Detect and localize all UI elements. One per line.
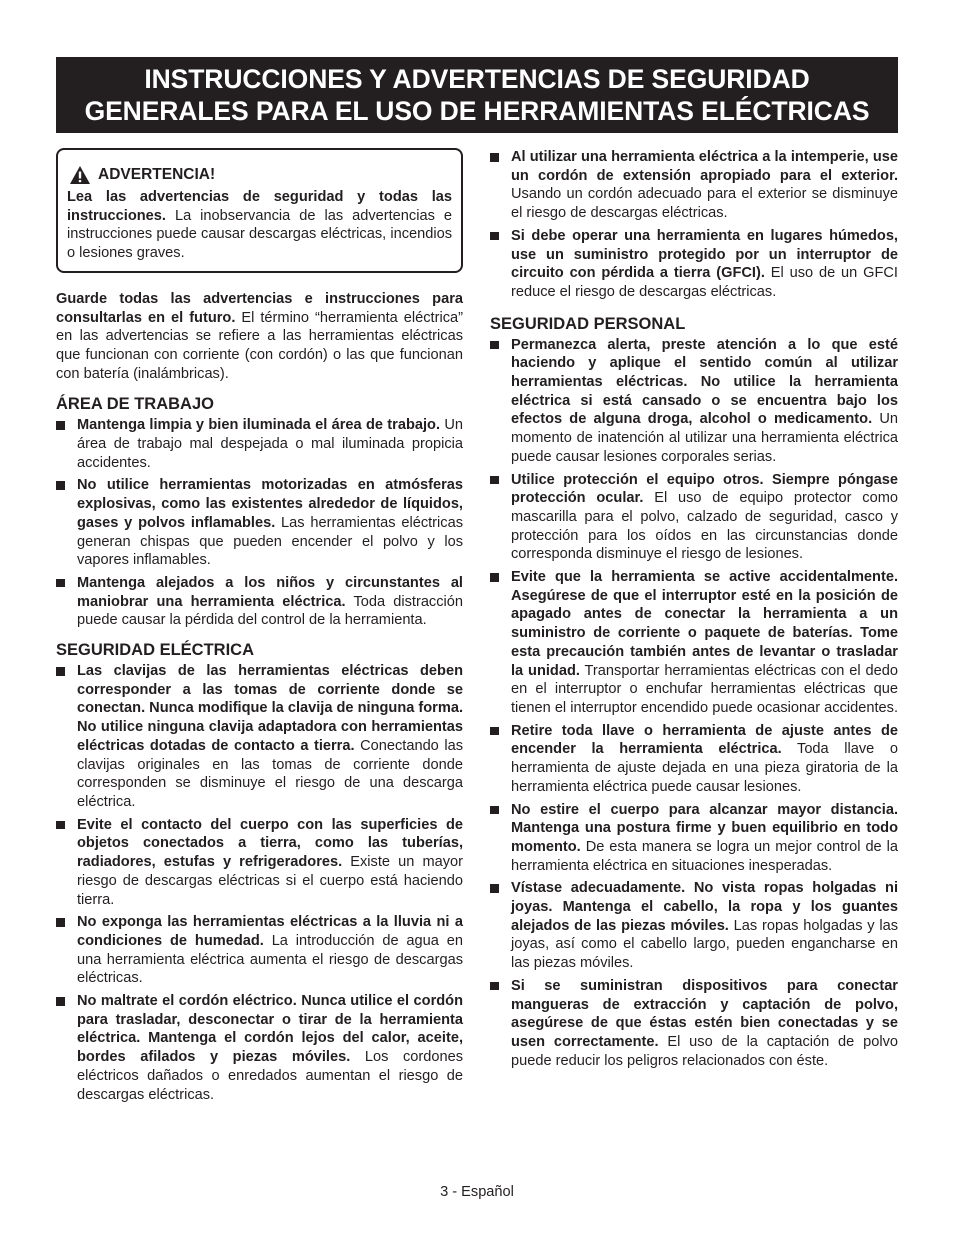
list-item: Si debe operar una herramienta en lugares húmedos, use un suministro protegido por un interruptor de circuito con pérdida a tierra (GFCI). El uso de un GFCI reduce el riesgo de descargas eléctricas. (490, 227, 898, 302)
square-bullet-icon (490, 476, 499, 485)
list-item: Vístase adecuadamente. No vista ropas holgadas ni joyas. Mantenga el cabello, la ropa y los guantes alejados de las piezas móviles. Las ropas holgadas y las joyas, así como el cabello largo, pueden engancharse en las piezas móviles. (490, 879, 898, 973)
intro-paragraph: Guarde todas las advertencias e instrucciones para consultarlas en el futuro. El término “herramienta eléctrica” en las advertencias se refiere a las herramientas eléctricas que funcionan con corriente (con cordón) o las que funcionan con batería (inalámbricas). (56, 290, 463, 382)
square-bullet-icon (490, 806, 499, 815)
list-item: Las clavijas de las herramientas eléctricas deben corresponder a las tomas de corriente donde se conectan. Nunca modifique la clavija de ninguna forma. No utilice ninguna clavija adaptadora con herramientas eléctricas dotadas de contacto a tierra. Conectando las clavijas originales en las tomas de corriente donde corresponden se disminuye el riesgo de una descarga eléctrica. (56, 662, 463, 812)
section-title-area: ÁREA DE TRABAJO (56, 395, 214, 414)
electrica-continued-list (490, 148, 898, 302)
square-bullet-icon (490, 232, 499, 241)
square-bullet-icon (56, 997, 65, 1006)
personal-list (490, 336, 898, 1071)
page-footer: 3 - Español (440, 1184, 514, 1200)
square-bullet-icon (56, 421, 65, 430)
list-item: No maltrate el cordón eléctrico. Nunca utilice el cordón para trasladar, desconectar o tirar de la herramienta eléctrica. Mantenga el cordón lejos del calor, aceite, bordes afilados y piezas móviles. Los cordones eléctricos dañados o enredados aumentan el riesgo de descargas eléctricas. (56, 992, 463, 1104)
warning-header (69, 165, 452, 185)
section-area (56, 394, 463, 630)
right-column (490, 148, 898, 1080)
section-title-electrica: SEGURIDAD ELÉCTRICA (56, 641, 255, 660)
section-personal (490, 314, 898, 1071)
section-title-personal: SEGURIDAD PERSONAL (490, 314, 686, 333)
square-bullet-icon (56, 667, 65, 676)
list-item: Evite el contacto del cuerpo con las superficies de objetos conectados a tierra, como las tuberías, radiadores, estufas y refrigeradores. Existe un mayor riesgo de descargas eléctricas si el cuerpo está haciendo tierra. (56, 816, 463, 910)
electrica-list (56, 662, 463, 1104)
warning-box (56, 148, 463, 273)
list-item: No estire el cuerpo para alcanzar mayor distancia. Mantenga una postura firme y buen equilibrio en todo momento. De esta manera se logra un mejor control de la herramienta eléctrica en situaciones inesperadas. (490, 801, 898, 876)
square-bullet-icon (490, 573, 499, 582)
list-item: Permanezca alerta, preste atención a lo que esté haciendo y aplique el sentido común al utilizar herramientas eléctricas. No utilice la herramienta eléctrica si está cansado o se encuentra bajo los efectos de alguna droga, alcohol o medicamento. Un momento de inatención al utilizar una herramienta eléctrica puede causar lesiones corporales serias. (490, 336, 898, 467)
square-bullet-icon (56, 821, 65, 830)
list-item: No utilice herramientas motorizadas en atmósferas explosivas, como las existentes alrededor de líquidos, gases y polvos inflamables. Las herramientas eléctricas generan chispas que pueden encender el polvo y los vapores inflamables. (56, 476, 463, 570)
list-item: Retire toda llave o herramienta de ajuste antes de encender la herramienta eléctrica. Toda llave o herramienta de ajuste dejada en una pieza giratoria de la herramienta eléctrica puede causar lesiones. (490, 722, 898, 797)
banner-line-2: GENERALES PARA EL USO DE HERRAMIENTAS ELÉCTRICAS (84, 96, 870, 126)
banner-line-1: INSTRUCCIONES Y ADVERTENCIAS DE SEGURIDAD (144, 64, 810, 94)
square-bullet-icon (490, 727, 499, 736)
warning-text: Lea las advertencias de seguridad y todas las instrucciones. La inobservancia de las advertencias e instrucciones puede causar descargas eléctricas, incendios o lesiones graves. (67, 189, 452, 262)
section-electrica-cont (490, 148, 898, 302)
page-banner (56, 57, 898, 133)
square-bullet-icon (56, 481, 65, 490)
list-item: Mantenga limpia y bien iluminada el área de trabajo. Un área de trabajo mal despejada o mal iluminada propicia accidentes. (56, 416, 463, 472)
list-item: Utilice protección el equipo otros. Siempre póngase protección ocular. El uso de equipo protector como mascarilla para el polvo, calzado de seguridad, casco y protección para los oídos en las circunstancias donde corresponda disminuye el riesgo de lesiones. (490, 471, 898, 565)
list-item: Mantenga alejados a los niños y circunstantes al maniobrar una herramienta eléctrica. Toda distracción puede causar la pérdida del control de la herramienta. (56, 574, 463, 630)
section-electrica (56, 640, 463, 1104)
square-bullet-icon (490, 341, 499, 350)
list-item: No exponga las herramientas eléctricas a la lluvia ni a condiciones de humedad. La introducción de agua en una herramienta eléctrica aumenta el riesgo de descargas eléctricas. (56, 913, 463, 988)
list-item: Al utilizar una herramienta eléctrica a la intemperie, use un cordón de extensión apropiado para el exterior. Usando un cordón adecuado para el exterior se disminuye el riesgo de descargas eléctricas. (490, 148, 898, 223)
square-bullet-icon (490, 884, 499, 893)
list-item: Si se suministran dispositivos para conectar mangueras de extracción y captación de polvo, asegúrese de que éstas estén bien conectadas y se usen correctamente. El uso de la captación de polvo puede reducir los peligros relacionados con éste. (490, 977, 898, 1071)
square-bullet-icon (490, 153, 499, 162)
square-bullet-icon (56, 579, 65, 588)
warning-title: ADVERTENCIA! (98, 165, 216, 183)
area-list (56, 416, 463, 630)
left-column (56, 148, 463, 1114)
square-bullet-icon (490, 982, 499, 991)
square-bullet-icon (56, 918, 65, 927)
warning-triangle-icon (69, 165, 91, 185)
list-item: Evite que la herramienta se active accidentalmente. Asegúrese de que el interruptor esté en la posición de apagado antes de conectar la herramienta a un suministro de corriente o paquete de baterías. Tome esta precaución también antes de levantar o trasladar la unidad. Transportar herramientas eléctricas con el dedo en el interruptor o enchufar herramientas eléctricas que tienen el interruptor encendido puede ocasionar accidentes. (490, 568, 898, 718)
